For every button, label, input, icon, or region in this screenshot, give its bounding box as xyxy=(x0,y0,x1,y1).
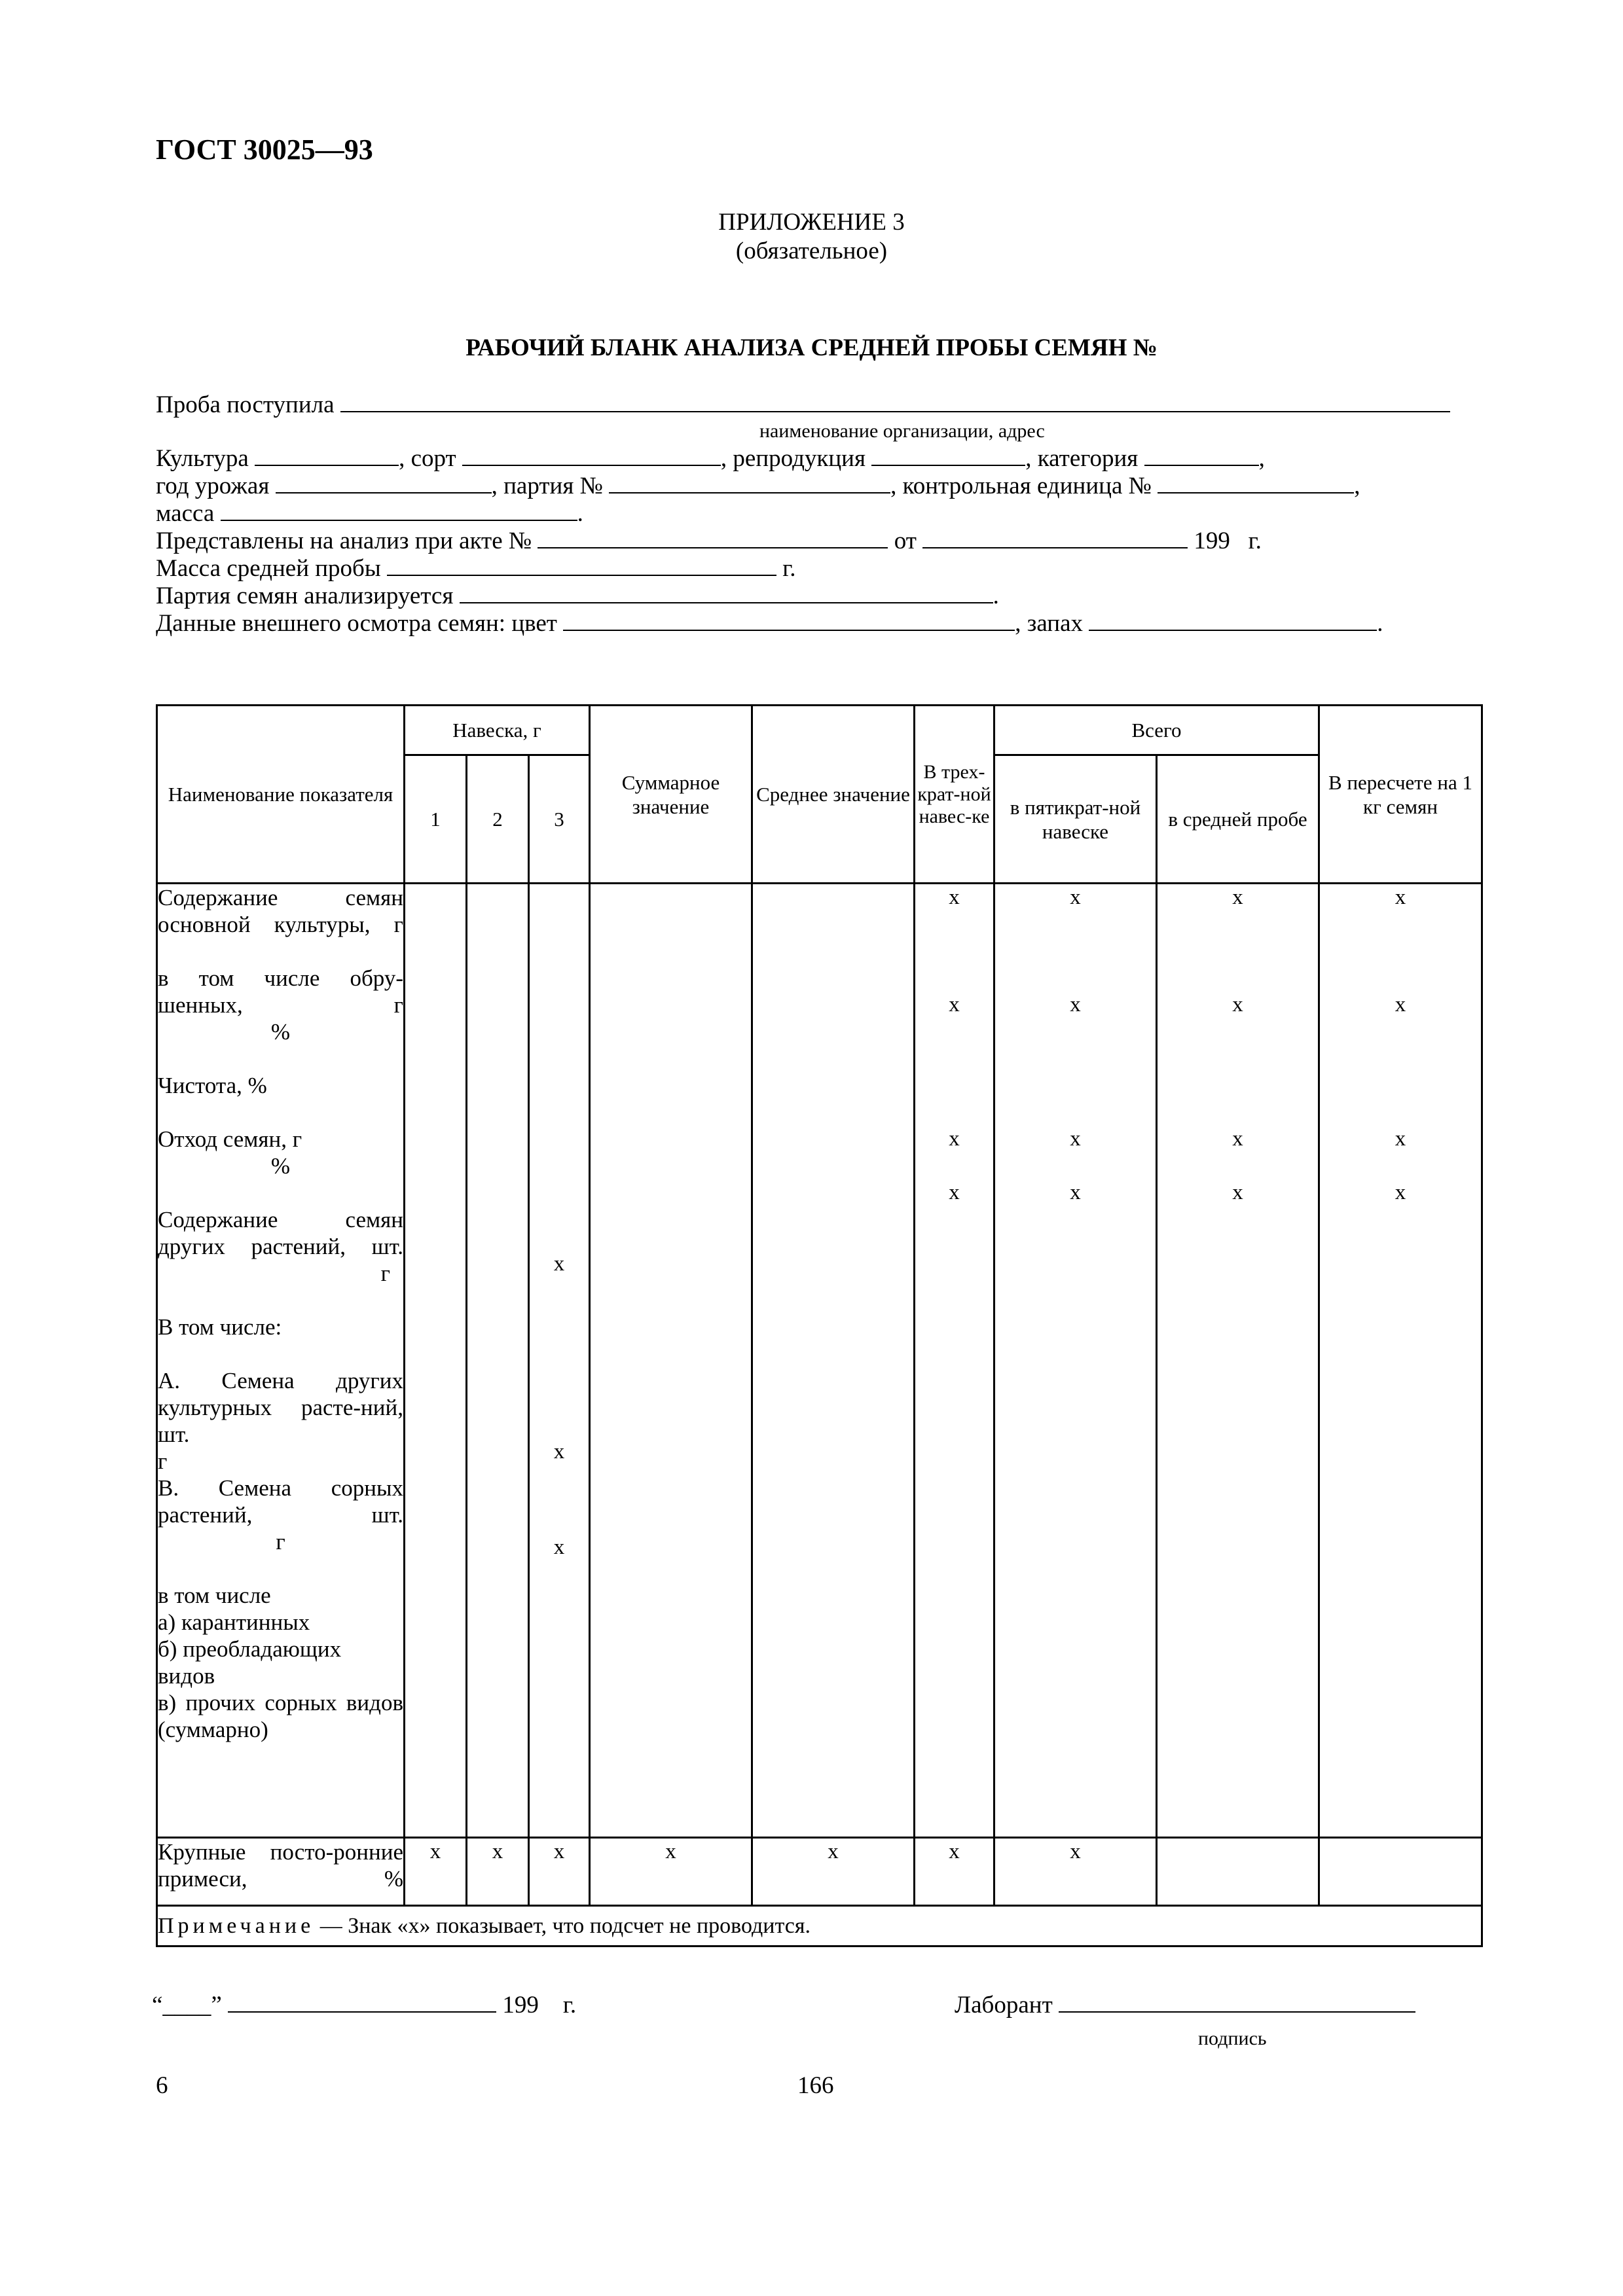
mark-kg-main: x xyxy=(1395,886,1406,909)
cell-portion-1[interactable] xyxy=(405,884,467,1838)
label-other-plants-g: г xyxy=(380,1261,390,1286)
inspection-color-label: Данные внешнего осмотра семян: цвет xyxy=(156,610,557,637)
control-unit-label: , контрольная единица № xyxy=(890,473,1152,499)
label-hulled-percent: % xyxy=(270,1019,291,1045)
avg-sample-mass-field[interactable] xyxy=(387,555,776,576)
avg-mass-line xyxy=(156,555,796,583)
harvest-line xyxy=(156,473,1360,500)
mark-imp-five[interactable]: x xyxy=(994,1838,1157,1906)
date-quote: “____” xyxy=(152,1992,222,2018)
reproduction-field[interactable] xyxy=(871,445,1025,466)
mark-avg-purity: x xyxy=(1232,1127,1243,1151)
date-year-suffix: г. xyxy=(562,1992,577,2018)
label-other-plants: Содержание семян других растений, шт. xyxy=(158,1207,403,1259)
submitted-act-label: Представлены на анализ при акте № xyxy=(156,528,532,554)
avg-mass-unit: г. xyxy=(782,555,796,582)
label-large-impurities: Крупные посто-ронние примеси, % xyxy=(157,1838,405,1906)
header-portion: Навеска, г xyxy=(405,706,590,755)
mark-triple-main: x xyxy=(949,886,960,909)
signature-field[interactable] xyxy=(1059,1992,1415,2013)
sample-received-label: Проба поступила xyxy=(156,391,335,418)
header-triple-portion: В трех-крат-ной навес-ке xyxy=(915,706,994,884)
mark-five-waste: x xyxy=(1070,1181,1081,1204)
date-line xyxy=(152,1991,576,2019)
header-five-fold: в пятикрат-ной навеске xyxy=(994,755,1157,884)
category-field[interactable] xyxy=(1144,445,1259,466)
year-prefix: 199 xyxy=(1194,528,1230,554)
form-title: РАБОЧИЙ БЛАНК АНАЛИЗА СРЕДНЕЙ ПРОБЫ СЕМЯН № xyxy=(465,334,1158,361)
header-sum: Суммарное значение xyxy=(590,706,752,884)
date-field[interactable] xyxy=(228,1992,496,2013)
mark-triple-hulled: x xyxy=(949,993,960,1016)
date-year: 199 xyxy=(502,1992,539,2018)
mark-five-main: x xyxy=(1070,886,1081,909)
note-row xyxy=(157,1906,1482,1946)
cell-sum[interactable] xyxy=(590,884,752,1838)
mark-avg-hulled: x xyxy=(1232,993,1243,1016)
cell-per-kg[interactable] xyxy=(1319,884,1482,1838)
header-portion-2: 2 xyxy=(467,755,529,884)
mark-five-purity: x xyxy=(1070,1127,1081,1151)
document-code: ГОСТ 30025—93 xyxy=(156,134,373,166)
mass-period: . xyxy=(577,500,583,527)
sample-received-field[interactable] xyxy=(340,391,1450,412)
batch-field[interactable] xyxy=(609,473,890,493)
mark-avg-main: x xyxy=(1232,886,1243,909)
mass-label: масса xyxy=(156,500,215,527)
note-label: Примечание xyxy=(158,1913,315,1938)
harvest-year-field[interactable] xyxy=(276,473,492,493)
appendix-number: ПРИЛОЖЕНИЕ 3 xyxy=(718,209,905,236)
avg-sample-mass-label: Масса средней пробы xyxy=(156,555,381,582)
label-main-crop: Содержание семян основной культуры, г xyxy=(158,885,403,937)
mark-imp-p2[interactable]: x xyxy=(467,1838,529,1906)
mark-weeds: x xyxy=(553,1535,565,1559)
mark-triple-waste: x xyxy=(949,1181,960,1204)
from-label: от xyxy=(894,528,917,554)
cell-in-avg-sample[interactable] xyxy=(1157,884,1319,1838)
indicator-labels xyxy=(157,884,405,1838)
cell-average[interactable] xyxy=(752,884,915,1838)
mark-triple-purity: x xyxy=(949,1127,960,1151)
crop-label: Культура xyxy=(156,445,249,472)
sample-received-hint: наименование организации, адрес xyxy=(759,420,1045,442)
lab-assistant-label: Лаборант xyxy=(955,1992,1053,2018)
control-unit-field[interactable] xyxy=(1158,473,1354,493)
label-cultural-g: г xyxy=(158,1448,168,1474)
label-cultural-seeds: А. Семена других культурных расте-ний, шт. xyxy=(158,1368,403,1447)
header-per-kg: В пересчете на 1 кг семян xyxy=(1319,706,1482,884)
label-incl-lower: в том числе xyxy=(158,1583,271,1608)
cell-imp-per-kg[interactable] xyxy=(1319,1838,1482,1906)
crop-field[interactable] xyxy=(255,445,399,466)
cell-portion-3[interactable] xyxy=(529,884,590,1838)
header-in-avg-sample: в средней пробе xyxy=(1157,755,1319,884)
appendix-status: (обязательное) xyxy=(735,238,888,264)
signature-hint: подпись xyxy=(1198,2028,1267,2049)
variety-label: , сорт xyxy=(399,445,456,472)
analyzed-as-label: Партия семян анализируется xyxy=(156,583,454,609)
mark-imp-sum[interactable]: x xyxy=(590,1838,752,1906)
header-portion-3: 3 xyxy=(529,755,590,884)
label-waste-percent: % xyxy=(270,1153,291,1179)
label-including: В том числе: xyxy=(158,1314,282,1340)
appendix-heading xyxy=(0,208,1623,266)
mark-imp-triple[interactable]: x xyxy=(915,1838,994,1906)
label-weed-seeds: В. Семена сорных растений, шт. xyxy=(158,1475,403,1528)
mark-avg-waste: x xyxy=(1232,1181,1243,1204)
mass-line xyxy=(156,500,583,528)
label-purity: Чистота, % xyxy=(158,1073,267,1098)
mark-kg-purity: x xyxy=(1395,1127,1406,1151)
label-waste: Отход семян, г xyxy=(158,1126,302,1152)
mark-kg-waste: x xyxy=(1395,1181,1406,1204)
label-other-weeds: в) прочих сорных видов (суммарно) xyxy=(158,1690,403,1742)
note-text: — Знак «х» показывает, что подсчет не проводится. xyxy=(314,1913,811,1938)
cell-five-fold[interactable] xyxy=(994,884,1157,1838)
analyzed-period: . xyxy=(993,583,999,609)
smell-field[interactable] xyxy=(1089,610,1377,631)
control-unit-comma: , xyxy=(1354,473,1360,499)
from-date-field[interactable] xyxy=(922,528,1188,548)
cell-triple[interactable] xyxy=(915,884,994,1838)
header-average: Среднее значение xyxy=(752,706,915,884)
label-hulled: в том числе обру-шенных, г xyxy=(158,965,403,1018)
mark-imp-p1[interactable]: x xyxy=(405,1838,467,1906)
color-field[interactable] xyxy=(563,610,1015,631)
smell-label: , запах xyxy=(1015,610,1084,637)
cell-imp-avg-sample[interactable] xyxy=(1157,1838,1319,1906)
table-note xyxy=(157,1906,1482,1946)
mark-other-plants: x xyxy=(553,1252,565,1276)
submitted-act-field[interactable] xyxy=(538,528,888,548)
cell-portion-2[interactable] xyxy=(467,884,529,1838)
mass-field[interactable] xyxy=(221,500,577,521)
lab-assistant-line xyxy=(955,1991,1415,2019)
page-number-left: 6 xyxy=(156,2072,168,2099)
body-row-impurities xyxy=(157,1838,1482,1906)
analyzed-as-field[interactable] xyxy=(460,583,993,603)
smell-period: . xyxy=(1377,610,1383,637)
page-number-center: 166 xyxy=(797,2072,834,2099)
mark-cultural: x xyxy=(553,1440,565,1463)
header-portion-1: 1 xyxy=(405,755,467,884)
label-dominant: б) преобладающих видов xyxy=(158,1636,342,1689)
category-comma: , xyxy=(1258,445,1265,472)
body-row-main xyxy=(157,884,1482,1838)
mark-kg-hulled: x xyxy=(1395,993,1406,1016)
mark-imp-avg[interactable]: x xyxy=(752,1838,915,1906)
inspection-line xyxy=(156,610,1383,637)
variety-field[interactable] xyxy=(462,445,721,466)
label-quarantine: а) карантинных xyxy=(158,1609,310,1635)
harvest-year-label: год урожая xyxy=(156,473,270,499)
header-row-1 xyxy=(157,706,1482,755)
year-suffix: г. xyxy=(1248,528,1262,554)
analyzed-line xyxy=(156,583,999,610)
header-total: Всего xyxy=(994,706,1319,755)
crop-line xyxy=(156,445,1265,473)
reproduction-label: , репродукция xyxy=(720,445,866,472)
label-weed-g: г xyxy=(276,1529,285,1554)
submitted-line xyxy=(156,528,1262,555)
sample-received-line xyxy=(156,391,1450,419)
header-indicator: Наименование показателя xyxy=(157,706,405,884)
mark-five-hulled: x xyxy=(1070,993,1081,1016)
category-label: , категория xyxy=(1025,445,1139,472)
batch-label: , партия № xyxy=(491,473,603,499)
analysis-table xyxy=(156,704,1483,1947)
mark-imp-p3[interactable]: x xyxy=(529,1838,590,1906)
